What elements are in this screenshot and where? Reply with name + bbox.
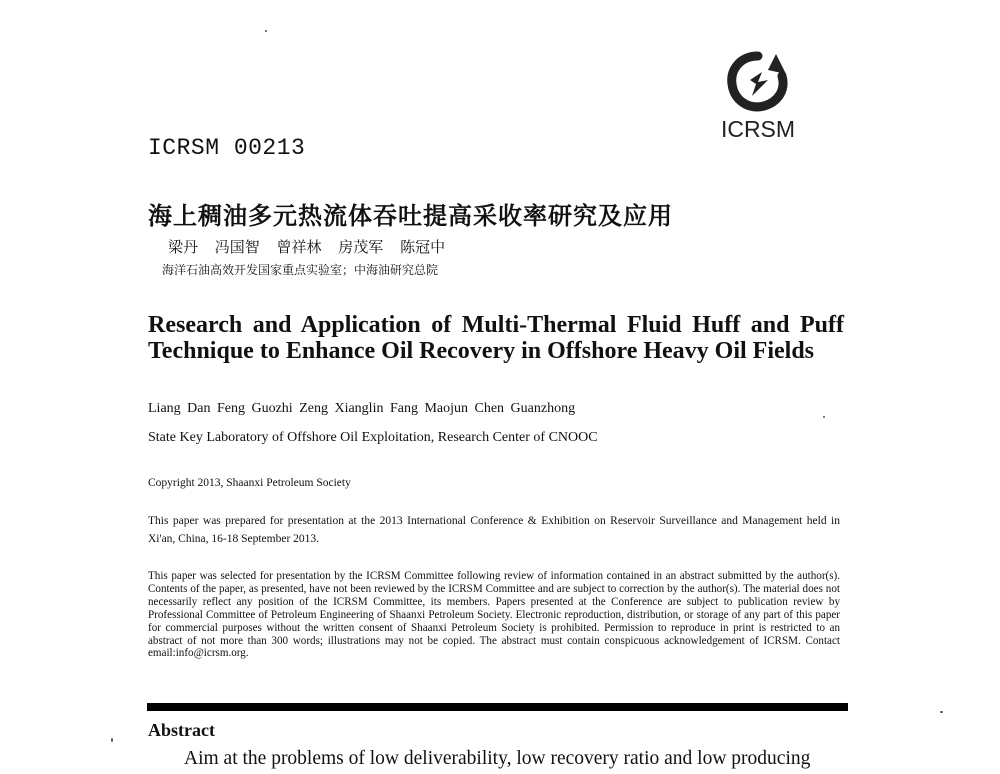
authors-english: Liang Dan Feng Guozhi Zeng Xianglin Fang Maojun Chen Guanzhong [148, 401, 576, 416]
icrsm-logo [708, 50, 808, 140]
title-chinese: 海上稠油多元热流体吞吐提高采收率研究及应用 [148, 202, 673, 230]
title-english: Research and Application of Multi-Thermal Fluid Huff and Puff Technique to Enhance Oil Recovery in Offshore Heavy Oil Fields [148, 312, 844, 364]
scan-speck [940, 711, 943, 713]
logo-text: ICRSM [720, 116, 796, 142]
scan-speck [111, 738, 113, 742]
abstract-heading: Abstract [148, 720, 215, 740]
affiliation-english: State Key Laboratory of Offshore Oil Exploitation, Research Center of CNOOC [148, 430, 598, 445]
authors-chinese: 梁丹 冯国智 曾祥林 房茂军 陈冠中 [168, 238, 446, 256]
scan-speck [265, 30, 267, 32]
abstract-first-line: Aim at the problems of low deliverability, low recovery ratio and low producing [184, 748, 811, 769]
paper-id: ICRSM 00213 [148, 135, 306, 161]
prepared-for-paragraph: This paper was prepared for presentation at the 2013 International Conference & Exhibition on Reservoir Surveillance and Management held in Xi'an, China, 16-18 September 2013. [148, 515, 840, 545]
icrsm-emblem-icon [720, 50, 796, 116]
affiliation-chinese: 海洋石油高效开发国家重点实验室；中海油研究总院 [162, 263, 439, 277]
section-divider-rule [147, 703, 848, 711]
copyright-notice: Copyright 2013, Shaanxi Petroleum Society [148, 477, 351, 489]
scan-speck [823, 416, 825, 418]
selection-notice-paragraph: This paper was selected for presentation by the ICRSM Committee following review of information contained in an abstract submitted by the author(s). Contents of the paper, as presented, have not been reviewed by the ICRSM Committee and are subject to correction by the author(s). The material does not necessarily reflect any position of the ICRSM Committee, its members. Papers presented at the Conference are subject to publication review by Professional Committee of Petroleum Engineering of Shaanxi Petroleum Society. Electronic reproduction, distribution, or storage of any part of this paper for commercial purposes without the written consent of Shaanxi Petroleum Society is prohibited. Permission to reproduce in print is restricted to an abstract of not more than 300 words; illustrations may not be copied. The abstract must contain conspicuous acknowledgement of ICRSM. Contact email:info@icrsm.org. [148, 570, 840, 660]
